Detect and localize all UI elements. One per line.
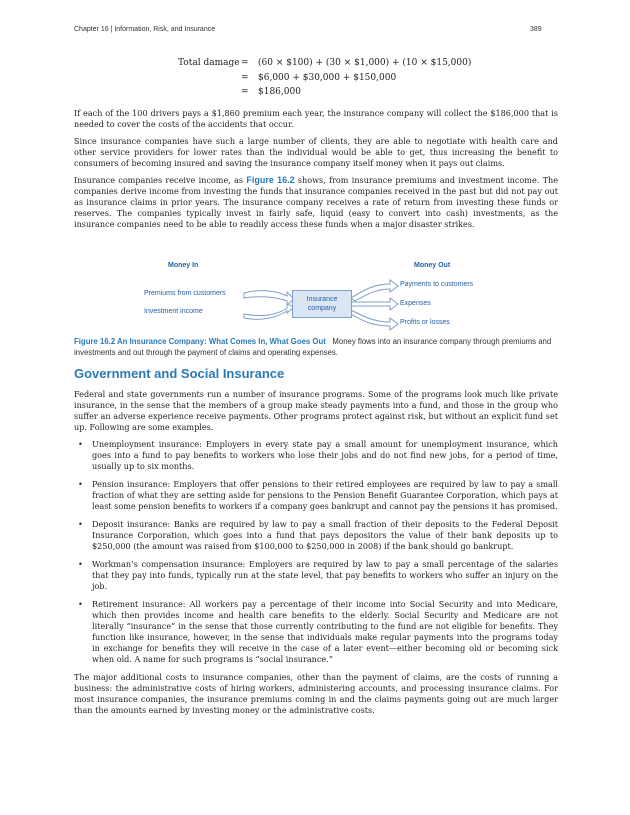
insurance-company-box: Insurance company — [292, 290, 352, 318]
list-item-text: Unemployment insurance: Employers in every state pay a small amount for unemployment insurance, which goes into a fund to pay benefits to workers who lose their jobs and do not find new jobs, for a period of time, usually up to six months. — [92, 439, 558, 471]
bullet: • — [78, 599, 83, 609]
paragraph: The major additional costs to insurance companies, other than the payment of claims, are the costs of running a business: the administrative costs of hiring workers, administering accounts, and processing insurance claims. For most insurance companies, the insurance premiums coming in and the claims payments going out are much larger than the amounts earned by investing money or the administrative costs. — [74, 672, 558, 715]
money-in-label: Money In — [168, 262, 199, 269]
list-item — [74, 599, 558, 665]
intro-text — [74, 108, 558, 236]
paragraph-text: shows, from insurance premiums and investment income. The companies derive income from investing the funds that insurance companies received in the past but did not pay out as insurance claims in prior years. The insurance company receives a rate of return from investing these funds or reserves. The companies typically invest in fairly safe, liquid (easy to convert into cash) investments, as the insurance companies need to be able to readily access these funds when a major disaster strikes. — [74, 175, 559, 229]
arrow-payments-out — [351, 280, 398, 301]
paragraph: Since insurance companies have such a large number of clients, they are able to negotiate with health care and other service providers for lower rates than the individual would be able to get, thus increasing the benefit to consumers of becoming insured and saving the insurance company itself money when it pays out claims. — [74, 136, 558, 168]
section-body — [74, 389, 558, 722]
equals-sign: = — [241, 72, 249, 83]
equals-sign: = — [241, 58, 249, 68]
figure-caption — [74, 337, 558, 358]
figure-link[interactable]: Figure 16.2 — [246, 175, 295, 185]
equation-row-1: (60 × $100) + (30 × $1,000) + (10 × $15,000) — [258, 58, 472, 68]
paragraph: If each of the 100 drivers pays a $1,860 premium each year, the insurance company will collect the $186,000 that is needed to cover the costs of the accidents that occur. — [74, 108, 558, 129]
bullet: • — [78, 519, 83, 529]
bullet: • — [78, 479, 83, 489]
equation-lhs: Total damage — [178, 58, 240, 68]
equation-row-2: $6,000 + $30,000 + $150,000 — [258, 72, 397, 83]
list-item — [74, 479, 558, 512]
running-header: Chapter 16 | Information, Risk, and Insurance — [74, 26, 216, 33]
paragraph: Federal and state governments run a number of insurance programs. Some of the programs look much like private insurance, in the sense that the members of a group make steady payments into a fund, and those in the group who suffer an adverse experience receive payments. Other programs protect against risk, but without an explicit fund set up. Following are some examples. — [74, 389, 558, 432]
list-item — [74, 439, 558, 472]
arrow-premiums-in — [244, 291, 294, 305]
output-payments: Payments to customers — [400, 281, 474, 288]
section-heading: Government and Social Insurance — [74, 366, 285, 381]
input-premiums: Premiums from customers — [144, 290, 226, 297]
output-profits: Profits or losses — [400, 319, 450, 326]
paragraph — [74, 175, 558, 230]
page-number: 389 — [530, 26, 542, 33]
arrow-profits-out — [351, 310, 398, 330]
output-expenses: Expenses — [400, 300, 431, 307]
bullet: • — [78, 559, 83, 569]
bullet: • — [78, 439, 83, 449]
list-item-text: Pension insurance: Employers that offer pensions to their retired employees are required by law to pay a small fraction of what they are setting aside for pensions to the Pension Benefit Guarantee Corporation, which pays at least some pension benefits to workers if a company goes bankrupt and cannot pay the pensions it has promised. — [92, 479, 558, 511]
list-item — [74, 519, 558, 552]
input-investment: Investment income — [144, 308, 203, 315]
caption-title: Figure 16.2 An Insurance Company: What Comes In, What Goes Out — [74, 337, 326, 346]
list-item-text: Deposit insurance: Banks are required by law to pay a small fraction of their deposits to the Federal Deposit Insurance Corporation, which goes into a fund that pays depositors the value of their bank deposits up to $250,000 (the amount was raised from $100,000 to $250,000 in 2008) if the bank should go bankrupt. — [92, 519, 558, 551]
caption-text: Money flows into an insurance company through premiums and investments and out through the payment of claims and operating expenses. — [74, 337, 552, 357]
list-item-text: Workman’s compensation insurance: Employers are required by law to pay a small percentage of the salaries that they pay into funds, typically run at the state level, that pay benefits to workers who suffer an injury on the job. — [92, 559, 558, 591]
paragraph-text: Insurance companies receive income, as — [74, 175, 247, 185]
list-item-text: Retirement insurance: All workers pay a percentage of their income into Social Security and into Medicare, which then provides income and health care benefits to the elderly. Social Security and Medicare are not literally “insurance” in the sense that those currently contributing to the fund are not eligible for benefits. They function like insurance, however, in the sense that individuals make regular payments into the programs today in exchange for benefits they will receive in the case of a later event—either becoming old or becoming sick when old. A name for such programs is “social insurance.” — [92, 599, 558, 664]
insurance-flow-diagram — [74, 258, 558, 338]
equals-sign: = — [241, 87, 249, 97]
equation-row-3: $186,000 — [258, 87, 301, 97]
money-out-label: Money Out — [414, 262, 451, 269]
arrow-investment-in — [244, 304, 294, 319]
insurance-programs-list — [74, 439, 558, 665]
list-item — [74, 559, 558, 592]
